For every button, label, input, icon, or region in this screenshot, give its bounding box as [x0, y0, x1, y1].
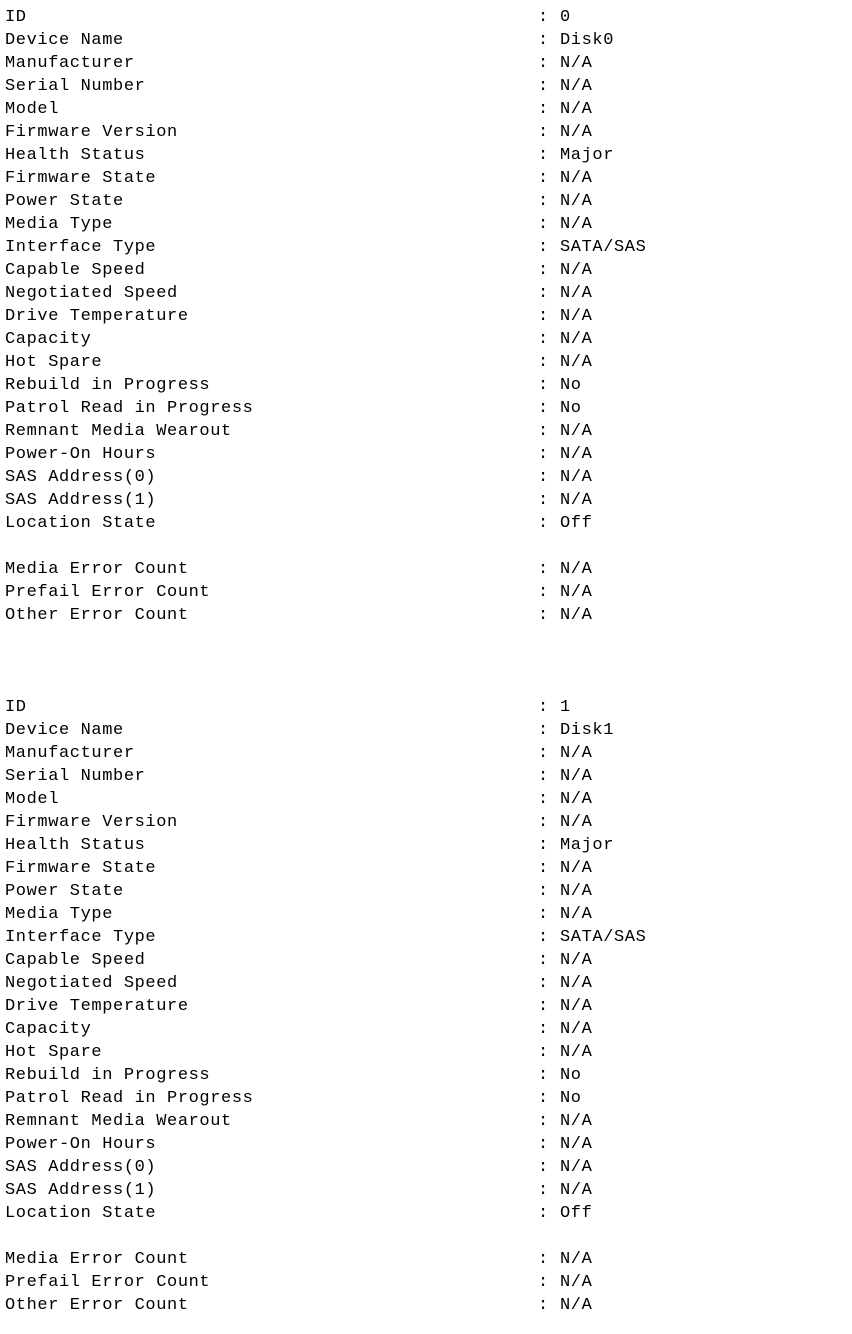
- property-label: Other Error Count: [5, 1296, 189, 1315]
- property-row: [5, 397, 852, 420]
- property-row: [5, 75, 852, 98]
- property-value: Disk1: [560, 721, 615, 740]
- property-separator: :: [538, 721, 549, 740]
- property-row: [5, 604, 852, 627]
- property-value: Major: [560, 836, 615, 855]
- property-separator: :: [538, 813, 549, 832]
- property-row: [5, 213, 852, 236]
- property-separator: :: [538, 399, 549, 418]
- property-label: Negotiated Speed: [5, 284, 178, 303]
- property-value: N/A: [560, 1020, 593, 1039]
- property-row: [5, 1156, 852, 1179]
- property-row: [5, 995, 852, 1018]
- property-label: Power-On Hours: [5, 445, 157, 464]
- property-label: Drive Temperature: [5, 307, 189, 326]
- property-label: Negotiated Speed: [5, 974, 178, 993]
- property-separator: :: [538, 261, 549, 280]
- property-row: [5, 328, 852, 351]
- property-value: N/A: [560, 951, 593, 970]
- property-row: [5, 857, 852, 880]
- property-value: N/A: [560, 905, 593, 924]
- property-value: N/A: [560, 974, 593, 993]
- property-value: No: [560, 1089, 582, 1108]
- property-value: N/A: [560, 583, 593, 602]
- property-value: N/A: [560, 997, 593, 1016]
- property-row: [5, 1110, 852, 1133]
- property-value: N/A: [560, 215, 593, 234]
- property-label: ID: [5, 8, 27, 27]
- property-row: [5, 259, 852, 282]
- property-row: [5, 972, 852, 995]
- property-value: N/A: [560, 261, 593, 280]
- property-label: Prefail Error Count: [5, 1273, 211, 1292]
- property-row: [5, 6, 852, 29]
- property-value: N/A: [560, 169, 593, 188]
- property-value: N/A: [560, 192, 593, 211]
- property-label: Serial Number: [5, 767, 146, 786]
- property-separator: :: [538, 468, 549, 487]
- property-value: No: [560, 399, 582, 418]
- property-separator: :: [538, 698, 549, 717]
- property-label: Hot Spare: [5, 1043, 103, 1062]
- property-value: Off: [560, 514, 593, 533]
- property-separator: :: [538, 882, 549, 901]
- property-value: SATA/SAS: [560, 928, 647, 947]
- property-label: Power-On Hours: [5, 1135, 157, 1154]
- property-row: [5, 420, 852, 443]
- property-label: Serial Number: [5, 77, 146, 96]
- disk-block-spacer: [5, 627, 852, 696]
- property-value: N/A: [560, 813, 593, 832]
- property-separator: :: [538, 422, 549, 441]
- property-separator: :: [538, 606, 549, 625]
- property-label: Media Error Count: [5, 560, 189, 579]
- property-value: 0: [560, 8, 571, 27]
- property-label: ID: [5, 698, 27, 717]
- property-label: Remnant Media Wearout: [5, 422, 232, 441]
- property-row: [5, 144, 852, 167]
- property-row: [5, 374, 852, 397]
- property-separator: :: [538, 238, 549, 257]
- property-separator: :: [538, 77, 549, 96]
- property-value: No: [560, 1066, 582, 1085]
- group-spacer: [5, 1225, 852, 1248]
- property-label: Power State: [5, 192, 124, 211]
- disk-block-1: [5, 696, 852, 1317]
- property-label: Health Status: [5, 146, 146, 165]
- property-row: [5, 880, 852, 903]
- property-row: [5, 1179, 852, 1202]
- property-separator: :: [538, 307, 549, 326]
- property-value: N/A: [560, 859, 593, 878]
- property-label: Rebuild in Progress: [5, 376, 211, 395]
- property-value: N/A: [560, 1043, 593, 1062]
- property-label: SAS Address(1): [5, 1181, 157, 1200]
- property-row: [5, 788, 852, 811]
- property-row: [5, 765, 852, 788]
- property-value: N/A: [560, 54, 593, 73]
- property-label: Media Error Count: [5, 1250, 189, 1269]
- property-label: Location State: [5, 514, 157, 533]
- group-spacer: [5, 535, 852, 558]
- property-row: [5, 742, 852, 765]
- property-separator: :: [538, 1089, 549, 1108]
- property-value: N/A: [560, 1135, 593, 1154]
- property-row: [5, 1271, 852, 1294]
- property-label: Manufacturer: [5, 744, 135, 763]
- property-value: N/A: [560, 606, 593, 625]
- property-row: [5, 696, 852, 719]
- property-value: N/A: [560, 560, 593, 579]
- property-separator: :: [538, 445, 549, 464]
- property-label: Firmware State: [5, 169, 157, 188]
- property-value: N/A: [560, 790, 593, 809]
- property-row: [5, 949, 852, 972]
- property-row: [5, 167, 852, 190]
- property-label: Capacity: [5, 1020, 92, 1039]
- property-value: N/A: [560, 77, 593, 96]
- property-separator: :: [538, 836, 549, 855]
- property-row: [5, 558, 852, 581]
- property-separator: :: [538, 1181, 549, 1200]
- property-separator: :: [538, 353, 549, 372]
- property-separator: :: [538, 997, 549, 1016]
- property-label: Interface Type: [5, 238, 157, 257]
- property-separator: :: [538, 905, 549, 924]
- property-value: N/A: [560, 1181, 593, 1200]
- property-separator: :: [538, 330, 549, 349]
- property-value: N/A: [560, 882, 593, 901]
- property-row: [5, 52, 852, 75]
- property-row: [5, 926, 852, 949]
- property-value: SATA/SAS: [560, 238, 647, 257]
- property-label: Media Type: [5, 215, 114, 234]
- property-row: [5, 98, 852, 121]
- property-label: Prefail Error Count: [5, 583, 211, 602]
- property-row: [5, 903, 852, 926]
- property-label: Rebuild in Progress: [5, 1066, 211, 1085]
- property-label: Capable Speed: [5, 951, 146, 970]
- property-separator: :: [538, 8, 549, 27]
- property-label: Patrol Read in Progress: [5, 1089, 254, 1108]
- property-label: Device Name: [5, 721, 124, 740]
- property-separator: :: [538, 31, 549, 50]
- property-separator: :: [538, 928, 549, 947]
- property-separator: :: [538, 123, 549, 142]
- property-value: N/A: [560, 123, 593, 142]
- property-separator: :: [538, 1296, 549, 1315]
- property-label: Manufacturer: [5, 54, 135, 73]
- property-value: N/A: [560, 100, 593, 119]
- property-row: [5, 282, 852, 305]
- property-label: Drive Temperature: [5, 997, 189, 1016]
- property-separator: :: [538, 1204, 549, 1223]
- property-label: SAS Address(0): [5, 1158, 157, 1177]
- property-value: 1: [560, 698, 571, 717]
- property-separator: :: [538, 54, 549, 73]
- property-separator: :: [538, 560, 549, 579]
- property-row: [5, 834, 852, 857]
- property-separator: :: [538, 146, 549, 165]
- property-label: Firmware State: [5, 859, 157, 878]
- property-separator: :: [538, 1158, 549, 1177]
- property-separator: :: [538, 744, 549, 763]
- property-separator: :: [538, 1135, 549, 1154]
- disk-block-0: [5, 6, 852, 627]
- property-separator: :: [538, 376, 549, 395]
- property-separator: :: [538, 583, 549, 602]
- property-label: Other Error Count: [5, 606, 189, 625]
- property-separator: :: [538, 1020, 549, 1039]
- property-row: [5, 811, 852, 834]
- property-label: Capable Speed: [5, 261, 146, 280]
- property-value: N/A: [560, 468, 593, 487]
- property-separator: :: [538, 491, 549, 510]
- property-separator: :: [538, 1273, 549, 1292]
- property-separator: :: [538, 169, 549, 188]
- property-separator: :: [538, 284, 549, 303]
- property-label: Device Name: [5, 31, 124, 50]
- property-separator: :: [538, 514, 549, 533]
- property-value: No: [560, 376, 582, 395]
- property-value: N/A: [560, 744, 593, 763]
- property-value: N/A: [560, 422, 593, 441]
- property-row: [5, 1018, 852, 1041]
- property-label: Power State: [5, 882, 124, 901]
- property-label: Model: [5, 790, 60, 809]
- property-label: SAS Address(0): [5, 468, 157, 487]
- property-label: Health Status: [5, 836, 146, 855]
- property-row: [5, 1294, 852, 1317]
- property-value: N/A: [560, 353, 593, 372]
- property-row: [5, 351, 852, 374]
- property-separator: :: [538, 859, 549, 878]
- property-value: N/A: [560, 445, 593, 464]
- property-label: Remnant Media Wearout: [5, 1112, 232, 1131]
- property-row: [5, 121, 852, 144]
- property-row: [5, 512, 852, 535]
- property-value: N/A: [560, 1158, 593, 1177]
- property-row: [5, 1064, 852, 1087]
- property-separator: :: [538, 192, 549, 211]
- property-value: Major: [560, 146, 615, 165]
- property-label: Location State: [5, 1204, 157, 1223]
- property-value: N/A: [560, 1250, 593, 1269]
- property-row: [5, 1087, 852, 1110]
- property-value: N/A: [560, 284, 593, 303]
- property-label: SAS Address(1): [5, 491, 157, 510]
- property-value: N/A: [560, 330, 593, 349]
- property-row: [5, 443, 852, 466]
- property-value: N/A: [560, 767, 593, 786]
- property-label: Interface Type: [5, 928, 157, 947]
- property-label: Firmware Version: [5, 123, 178, 142]
- property-row: [5, 1133, 852, 1156]
- property-row: [5, 1041, 852, 1064]
- property-value: Disk0: [560, 31, 615, 50]
- property-separator: :: [538, 1066, 549, 1085]
- property-row: [5, 581, 852, 604]
- property-row: [5, 190, 852, 213]
- property-row: [5, 1202, 852, 1225]
- property-row: [5, 29, 852, 52]
- property-row: [5, 1248, 852, 1271]
- property-label: Hot Spare: [5, 353, 103, 372]
- property-label: Firmware Version: [5, 813, 178, 832]
- property-row: [5, 305, 852, 328]
- property-separator: :: [538, 1250, 549, 1269]
- property-label: Patrol Read in Progress: [5, 399, 254, 418]
- property-row: [5, 719, 852, 742]
- property-value: N/A: [560, 1296, 593, 1315]
- property-value: Off: [560, 1204, 593, 1223]
- property-separator: :: [538, 1112, 549, 1131]
- property-label: Model: [5, 100, 60, 119]
- property-row: [5, 489, 852, 512]
- property-separator: :: [538, 1043, 549, 1062]
- property-separator: :: [538, 100, 549, 119]
- property-value: N/A: [560, 307, 593, 326]
- property-separator: :: [538, 790, 549, 809]
- property-row: [5, 466, 852, 489]
- property-separator: :: [538, 974, 549, 993]
- property-separator: :: [538, 951, 549, 970]
- property-value: N/A: [560, 491, 593, 510]
- property-label: Media Type: [5, 905, 114, 924]
- property-value: N/A: [560, 1112, 593, 1131]
- property-separator: :: [538, 767, 549, 786]
- property-separator: :: [538, 215, 549, 234]
- property-value: N/A: [560, 1273, 593, 1292]
- property-label: Capacity: [5, 330, 92, 349]
- property-row: [5, 236, 852, 259]
